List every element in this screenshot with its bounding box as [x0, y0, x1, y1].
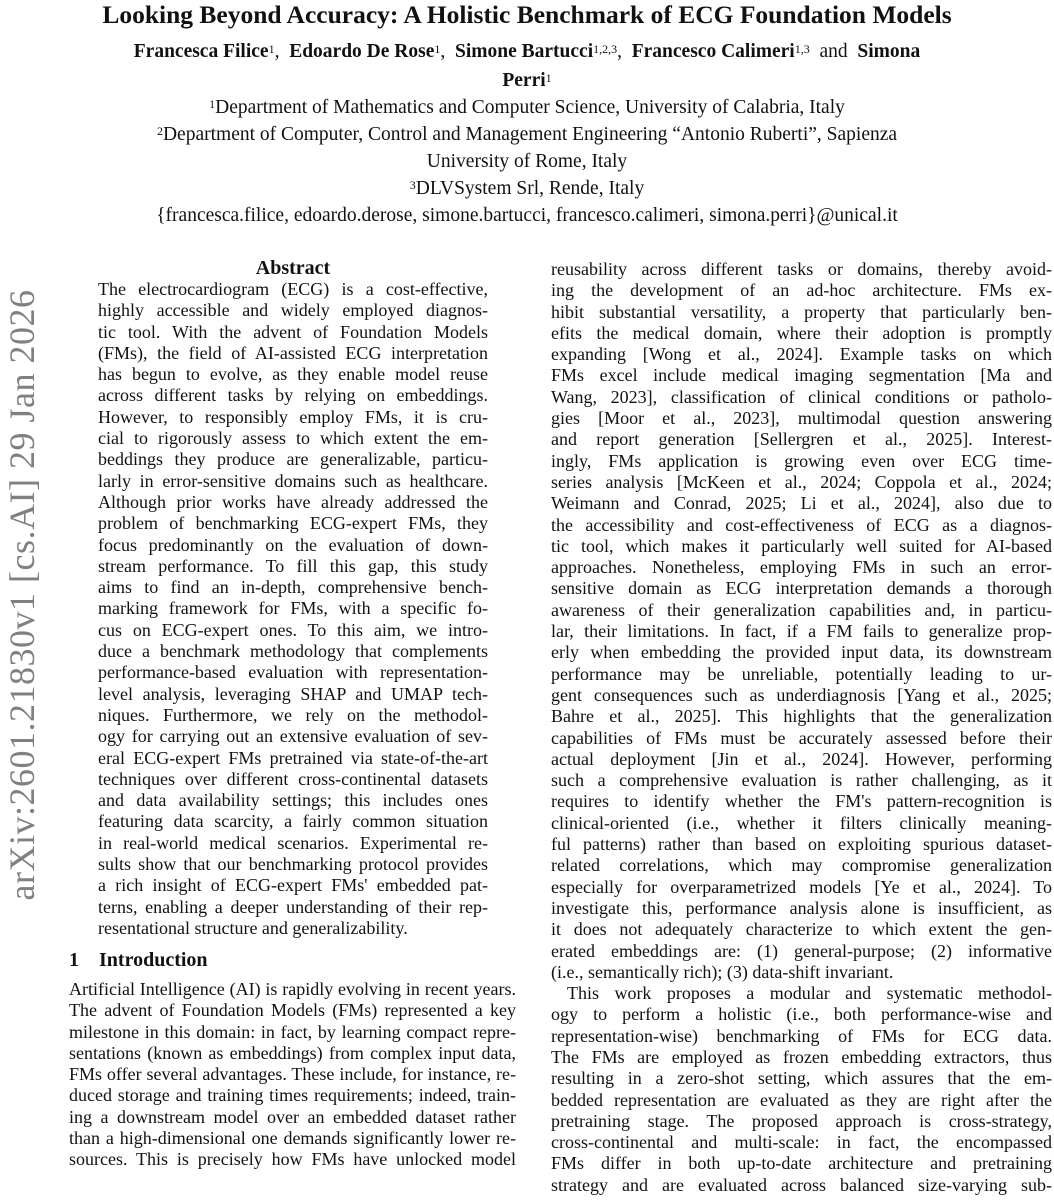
text-line: eral ECG-expert FMs pretrained via state-of-the-art [98, 747, 488, 768]
author-name: Perri [502, 70, 546, 91]
text-line: and report generation [Sellergren et al., 2025]. Interest- [551, 429, 1052, 450]
text-line: (i.e., semantically rich); (3) data-shift invariant. [551, 961, 894, 982]
text-line: efits the medical domain, where their adoption is promptly [551, 322, 1052, 343]
text-line: Wang, 2023], classification of clinical conditions or patholo- [551, 386, 1052, 407]
affiliations [0, 94, 1054, 229]
text-line: milestone in this domain: in fact, by learning compact repre- [69, 1021, 516, 1042]
text-line: (FMs), the field of AI-assisted ECG interpretation [98, 342, 488, 363]
author-name: Simona [857, 41, 921, 62]
text-line: investigate this, performance analysis alone is insufficient, as [551, 897, 1052, 918]
affiliation-line [0, 175, 1054, 202]
text-line: strategy and are evaluated across balanced size-varying sub- [551, 1174, 1052, 1195]
text-line: terns, enabling a deeper understanding of their rep- [98, 896, 488, 917]
text-line: FMs differ in both up-to-date architecture and pretraining [551, 1153, 1052, 1174]
text-line: has begun to evolve, as they enable model reuse [98, 364, 488, 385]
text-line: Bahre et al., 2025]. This highlights that the generalization [551, 706, 1052, 727]
text-line: stream performance. To fill this gap, this study [98, 555, 488, 576]
text-line: However, to responsibly employ FMs, it is cru- [98, 406, 488, 427]
text-line: a rich insight of ECG-expert FMs' embedded pat- [98, 875, 488, 896]
separator: , [274, 41, 280, 62]
author-affiliation: 1 [268, 42, 275, 56]
text-line: The advent of Foundation Models (FMs) represented a key [69, 1000, 516, 1021]
text-line: larly in error-sensitive domains such as healthcare. [98, 470, 488, 491]
text-line: such a comprehensive evaluation is rather challenging, as it [551, 770, 1052, 791]
text-line: it does not adequately characterize to which extent the gen- [551, 919, 1052, 940]
text-line: gies [Moor et al., 2023], multimodal question answering [551, 408, 1052, 429]
text-line: resentational structure and generalizability. [98, 917, 408, 938]
paper-title: Looking Beyond Accuracy: A Holistic Benchmark of ECG Foundation Models [102, 0, 952, 29]
author-affiliation: 1,2,3 [593, 42, 618, 56]
text-line: hibit substantial versatility, a property that particularly ben- [551, 301, 1052, 322]
author-emails [0, 202, 1054, 229]
text-line: clinical-oriented (i.e., whether it filters clinically meaning- [551, 812, 1052, 833]
affiliation-text: Department of Mathematics and Computer Science, University of Calabria, Italy [215, 97, 845, 118]
affiliation-line [0, 121, 1054, 148]
text-line: cial to rigorously assess to which extent the em- [98, 428, 488, 449]
affiliation-line [0, 94, 1054, 121]
author-name: Francesco Calimeri [631, 41, 795, 62]
text-line: the accessibility and cost-effectiveness of ECG as a diagnos- [551, 514, 1052, 535]
text-line: performance may be unreliable, potentially leading to ur- [551, 663, 1052, 684]
separator: , [440, 41, 446, 62]
text-line: duce a benchmark methodology that complements [98, 641, 488, 662]
author-affiliation: 1,3 [794, 42, 810, 56]
abstract-heading: Abstract [255, 257, 331, 279]
text-line: problem of benchmarking ECG-expert FMs, they [98, 513, 488, 534]
text-line: lar, their limitations. In fact, if a FM fails to generalize prop- [551, 621, 1052, 642]
text-line: highly accessible and widely employed diagnos- [98, 300, 488, 321]
text-line: Although prior works have already addressed the [98, 491, 488, 512]
text-line: level analysis, leveraging SHAP and UMAP tech- [98, 683, 488, 704]
text-line: than a high-dimensional one demands significantly lower re- [69, 1128, 516, 1149]
text-line: ingly, FMs application is growing even over ECG time- [551, 450, 1052, 471]
section-title: Introduction [99, 949, 208, 971]
text-line: reusability across different tasks or domains, thereby avoid- [551, 259, 1052, 279]
text-line: The electrocardiogram (ECG) is a cost-effective, [98, 279, 488, 299]
text-line: across different tasks by relying on embeddings. [98, 385, 488, 406]
email-text: {francesca.filice, edoardo.derose, simone.bartucci, francesco.calimeri, simona.perri}@unical.it [156, 205, 898, 226]
text-line: niques. Furthermore, we rely on the methodol- [98, 704, 488, 725]
text-line: sources. This is precisely how FMs have unlocked model [69, 1149, 516, 1170]
text-line: featuring data scarcity, a fairly common situation [98, 811, 488, 832]
text-line: FMs offer several advantages. These include, for instance, re- [69, 1064, 516, 1085]
text-line: ing the development of an ad-hoc architecture. FMs ex- [551, 280, 1052, 301]
text-line: in real-world medical scenarios. Experimental re- [98, 832, 488, 853]
author-affiliation: 1 [434, 42, 441, 56]
text-line: awareness of their generalization capabilities and, in particu- [551, 599, 1052, 620]
text-line: series analysis [McKeen et al., 2024; Coppola et al., 2024; [551, 471, 1052, 492]
text-line: and data availability settings; this includes ones [98, 790, 488, 811]
text-line: ful patterns) rather than based on exploiting spurious dataset- [551, 834, 1052, 855]
text-line: beddings they produce are generalizable, particu- [98, 449, 488, 470]
section-heading-introduction [69, 948, 208, 972]
text-line: sensitive domain as ECG interpretation demands a thorough [551, 578, 1052, 599]
text-line: expanding [Wong et al., 2024]. Example tasks on which [551, 344, 1052, 365]
and-word: and [819, 41, 848, 62]
introduction-body-right [551, 259, 1052, 1196]
affiliation-number: 1 [209, 97, 216, 111]
text-line: especially for overparametrized models [Ye et al., 2024]. To [551, 876, 1052, 897]
text-line: tic tool. With the advent of Foundation Models [98, 321, 488, 342]
text-line: approaches. Nonetheless, employing FMs in such an error- [551, 557, 1052, 578]
text-line: tic tool, which makes it particularly well suited for AI-based [551, 535, 1052, 556]
separator: , [617, 41, 622, 62]
text-line: gent consequences such as underdiagnosis [Yang et al., 2025; [551, 684, 1052, 705]
text-line: techniques over different cross-continental datasets [98, 768, 488, 789]
affiliation-line [0, 148, 1054, 175]
text-line: bedded representation are evaluated as they are right after the [551, 1089, 1052, 1110]
author-name: Francesca Filice [133, 41, 269, 62]
affiliation-text: DLVSystem Srl, Rende, Italy [415, 178, 645, 199]
text-line: erly when embedding the provided input data, its downstream [551, 642, 1052, 663]
author-name: Edoardo De Rose [289, 41, 435, 62]
text-line: sults show that our benchmarking protocol provides [98, 854, 488, 875]
affiliation-text: University of Rome, Italy [426, 151, 628, 172]
text-line: Artificial Intelligence (AI) is rapidly evolving in recent years. [69, 979, 516, 999]
text-line: aims to find an in-depth, comprehensive bench- [98, 577, 488, 598]
text-line: ogy to perform a holistic (i.e., both performance-wise and [551, 1004, 1052, 1025]
text-line: ogy for carrying out an extensive evaluation of sev- [98, 726, 488, 747]
affiliation-number: 2 [156, 124, 163, 138]
introduction-body-left [69, 979, 516, 1171]
text-line: erated embeddings are: (1) general-purpose; (2) informative [551, 940, 1052, 961]
text-line: performance-based evaluation with representation- [98, 662, 488, 683]
affiliation-number: 3 [409, 178, 416, 192]
text-line: The FMs are employed as frozen embedding extractors, thus [551, 1046, 1052, 1067]
text-line: capabilities of FMs must be accurately assessed before their [551, 727, 1052, 748]
text-line: FMs excel include medical imaging segmentation [Ma and [551, 365, 1052, 386]
author-affiliation: 1 [545, 71, 552, 85]
author-name: Simone Bartucci [455, 41, 594, 62]
author-list-continued [0, 67, 1054, 95]
arxiv-identifier: arXiv:2601.21830v1 [cs.AI] 29 Jan 2026 [2, 289, 42, 901]
text-line: requires to identify whether the FM's pattern-recognition is [551, 791, 1052, 812]
text-line: resulting in a zero-shot setting, which assures that the em- [551, 1068, 1052, 1089]
text-line: actual deployment [Jin et al., 2024]. However, performing [551, 748, 1052, 769]
text-line: related correlations, which may compromise generalization [551, 855, 1052, 876]
text-line: cross-continental and multi-scale: in fact, the encompassed [551, 1132, 1052, 1153]
affiliation-text: Department of Computer, Control and Management Engineering “Antonio Ruberti”, Sapienza [162, 124, 898, 145]
text-line: ing a downstream model over an embedded dataset rather [69, 1106, 516, 1127]
section-number: 1 [69, 949, 79, 971]
text-line: marking framework for FMs, with a specific fo- [98, 598, 488, 619]
text-line: representation-wise) benchmarking of FMs for ECG data. [551, 1025, 1052, 1046]
text-line: sentations (known as embeddings) from complex input data, [69, 1042, 516, 1063]
author-list [0, 38, 1054, 66]
text-line: Weimann and Conrad, 2025; Li et al., 2024], also due to [551, 493, 1052, 514]
abstract-body [98, 279, 488, 939]
text-line: focus predominantly on the evaluation of down- [98, 534, 488, 555]
text-line: duced storage and training times requirements; indeed, train- [69, 1085, 516, 1106]
text-line: cus on ECG-expert ones. To this aim, we intro- [98, 619, 488, 640]
text-line: This work proposes a modular and systematic methodol- [567, 983, 1052, 1004]
text-line: pretraining stage. The proposed approach is cross-strategy, [551, 1110, 1052, 1131]
